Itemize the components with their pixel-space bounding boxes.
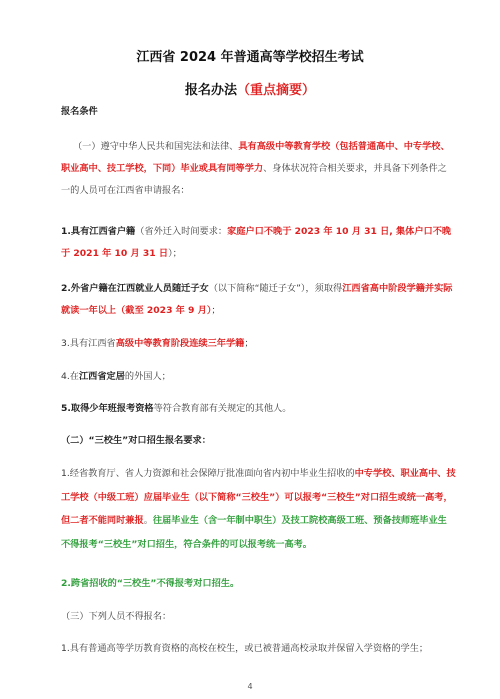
text-segment: 的外国人； [124, 371, 171, 382]
text-segment: 、身体状况符合相关要求，并具备下列条件之一的人员可在江西省申请报名： [61, 163, 447, 196]
text-segment: 等符合教育部有关规定的其他人。 [153, 403, 292, 414]
item-1-household [61, 221, 456, 265]
text-segment: （省外迁入时间要求： [135, 226, 228, 237]
excluded-item-1: 1.具有普通高等学历教育资格的高校在校生，或已被普通高校录取并保留入学资格的学生； [61, 643, 429, 654]
page-number: 4 [247, 682, 253, 691]
item-4-foreigners [61, 366, 456, 388]
text-segment: 4.在 [61, 371, 79, 382]
item-lead: 1.具有江西省户籍 [61, 226, 136, 237]
item-5-others [61, 398, 456, 420]
vocational-item-2: 2.跨省招收的“三校生”不得报考对口招生。 [61, 578, 240, 589]
item-2-migrant-children [61, 278, 456, 322]
text-segment: 。 [143, 515, 153, 526]
paragraph-general-condition [61, 136, 456, 202]
item-lead: 5.取得少年班报考资格 [61, 403, 154, 414]
document-title: 江西省 2024 年普通高等学校招生考试 [136, 50, 364, 65]
highlight-segment: 高级中等教育阶段连续三年学籍 [115, 338, 245, 349]
green-highlight-segment: 往届毕业生（含一年制中职生）及技工院校高级工班、预备技师班毕业生不得报考“三校生”对口招生，符合条件的可以报考统一高考。 [61, 515, 447, 550]
text-segment: ）； [168, 248, 182, 259]
highlight-segment: 具有高级中等教育学校（包括普通高中、中专学校、职业高中、技工学校，下同）毕业或具有同等学力 [61, 141, 450, 174]
highlight-segment: 中专学校、职业高中、技工学校（中级工班）应届毕业生（以下简称“三校生”）可以报考“三校生”对口招生或统一高考，但二者不能同时兼报 [61, 468, 456, 526]
text-segment: （以下简称“随迁子女”），须取得 [208, 283, 343, 294]
subtitle-highlight: （重点摘要） [237, 83, 316, 98]
text-segment: 1.经省教育厅、省人力资源和社会保障厅批准面向省内初中毕业生招收的 [61, 468, 355, 479]
section-heading-vocational: （二）“三校生”对口招生报名要求： [61, 435, 211, 446]
bold-segment: 江西省定居 [78, 371, 125, 382]
text-segment: （一）遵守中华人民共和国宪法和法律、 [73, 141, 239, 152]
highlight-segment: 江西省高中阶段学籍并实际就读一年以上（截至 2023 年 9 月） [61, 283, 453, 316]
highlight-segment: 家庭户口不晚于 2023 年 10 月 31 日, 集体户口不晚于 2021 年 10 月 31 日 [61, 226, 452, 259]
document-subtitle [0, 79, 500, 98]
text-segment: ； [244, 338, 254, 349]
vocational-item-1 [61, 462, 456, 556]
section-heading-conditions: 报名条件 [61, 106, 98, 117]
text-segment: ； [211, 305, 221, 316]
item-lead: 2.外省户籍在江西就业人员随迁子女 [61, 283, 209, 294]
text-segment: 3.具有江西省 [61, 338, 116, 349]
item-3-school-records [61, 333, 456, 355]
section-heading-excluded: （三）下列人员不得报名： [61, 611, 172, 622]
subtitle-main: 报名办法 [184, 83, 237, 98]
